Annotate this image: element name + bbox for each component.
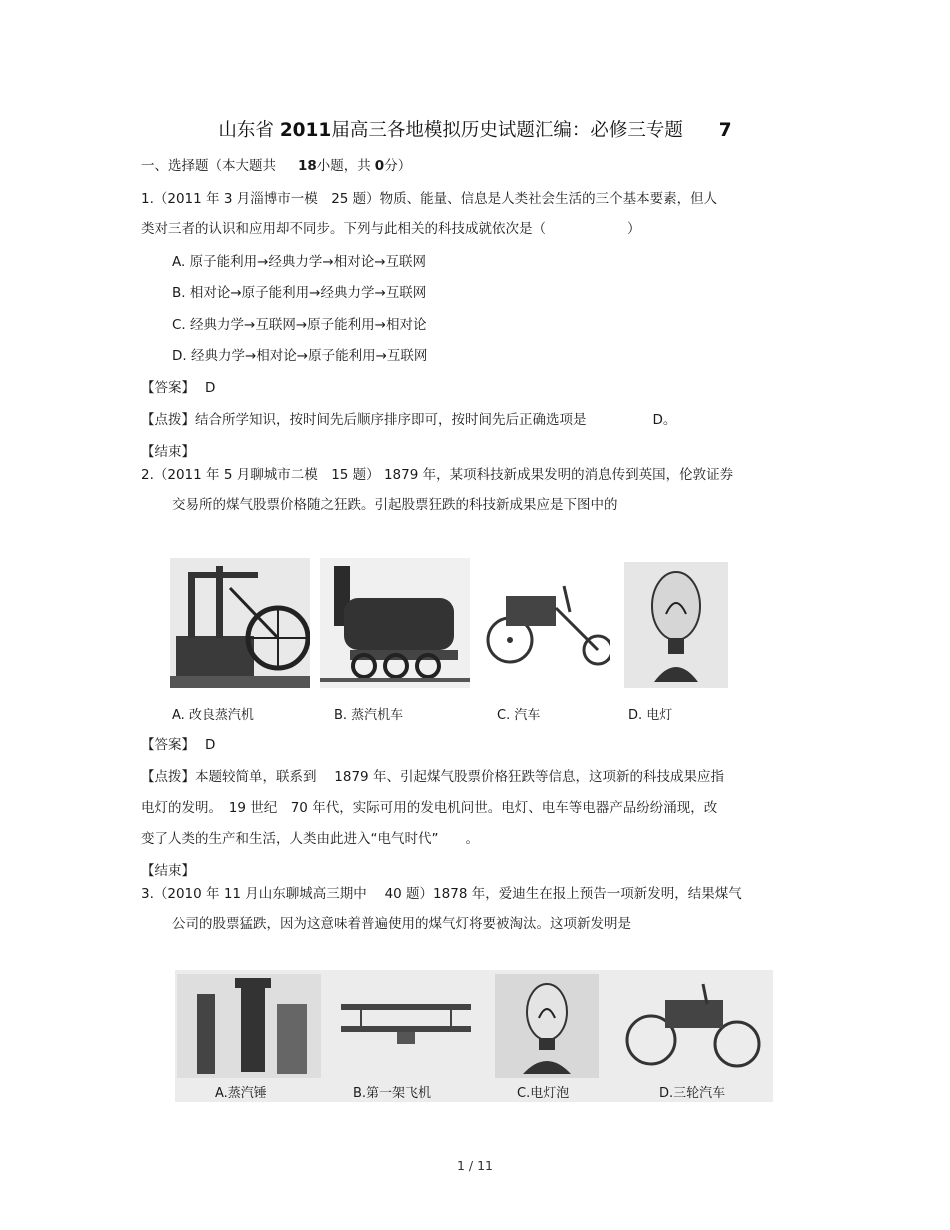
steam-hammer-image bbox=[177, 974, 321, 1078]
q3-stem-line-2: 公司的股票猛跌，因为这意味着普遍使用的煤气灯将要被淘汰。这项新发明是 bbox=[172, 916, 631, 932]
q2-answer: 【答案】 D bbox=[141, 737, 216, 753]
steam-locomotive-image bbox=[320, 558, 470, 688]
section-heading: 一、选择题（本大题共 18小题，共 0分） bbox=[141, 158, 412, 174]
q1-hint: 【点拨】结合所学知识，按时间先后顺序排序即可，按时间先后正确选项是 D。 bbox=[141, 412, 677, 428]
q2-hint-line-3: 变了人类的生产和生活，人类由此进入“电气时代” 。 bbox=[141, 831, 479, 847]
q2-figure bbox=[170, 558, 728, 690]
q2-hint-line-1: 【点拨】本题较简单，联系到 1879 年、引起煤气股票价格狂跌等信息，这项新的科技成果应指 bbox=[141, 769, 724, 785]
electric-lamp-image bbox=[624, 562, 728, 688]
document-title: 山东省 2011届高三各地模拟历史试题汇编：必修三专题 7 bbox=[218, 120, 732, 141]
automobile-image bbox=[484, 558, 610, 688]
q1-stem-line-2: 类对三者的认识和应用却不同步。下列与此相关的科技成就依次是（ ） bbox=[141, 221, 641, 237]
q2-stem-line-2: 交易所的煤气股票价格随之狂跌。引起股票狂跌的科技新成果应是下图中的 bbox=[172, 497, 618, 513]
q2-caption-d: D. 电灯 bbox=[628, 708, 673, 723]
q2-caption-c: C. 汽车 bbox=[497, 708, 541, 723]
q1-option-a: A. 原子能利用→经典力学→相对论→互联网 bbox=[172, 254, 427, 270]
q1-option-d: D. 经典力学→相对论→原子能利用→互联网 bbox=[172, 348, 428, 364]
steam-engine-image bbox=[170, 558, 310, 688]
light-bulb-image bbox=[495, 974, 599, 1078]
q2-end: 【结束】 bbox=[141, 863, 195, 879]
q1-stem-line-1: 1.（2011 年 3 月淄博市一模 25 题）物质、能量、信息是人类社会生活的三个基本要素，但人 bbox=[141, 191, 718, 207]
airplane-image bbox=[331, 974, 481, 1078]
q3-caption-a: A.蒸汽锤 bbox=[215, 1086, 267, 1101]
q1-option-b: B. 相对论→原子能利用→经典力学→互联网 bbox=[172, 285, 427, 301]
q3-caption-d: D.三轮汽车 bbox=[659, 1086, 726, 1101]
q3-figure bbox=[175, 970, 773, 1102]
q2-hint-line-2: 电灯的发明。 19 世纪 70 年代，实际可用的发电机问世。电灯、电车等电器产品纷纷涌现，改 bbox=[141, 800, 718, 816]
q3-caption-b: B.第一架飞机 bbox=[353, 1086, 432, 1101]
q2-caption-b: B. 蒸汽机车 bbox=[334, 708, 404, 723]
q1-end: 【结束】 bbox=[141, 444, 195, 460]
page-number: 1 / 11 bbox=[456, 1158, 494, 1173]
q1-option-c: C. 经典力学→互联网→原子能利用→相对论 bbox=[172, 317, 427, 333]
q3-stem-line-1: 3.（2010 年 11 月山东聊城高三期中 40 题）1878 年，爱迪生在报上预告一项新发明，结果煤气 bbox=[141, 886, 742, 902]
q2-caption-a: A. 改良蒸汽机 bbox=[172, 708, 254, 723]
q1-answer: 【答案】 D bbox=[141, 380, 216, 396]
three-wheel-car-image bbox=[617, 974, 771, 1078]
q2-stem-line-1: 2.（2011 年 5 月聊城市二模 15 题） 1879 年，某项科技新成果发明的消息传到英国，伦敦证券 bbox=[141, 467, 734, 483]
q3-caption-c: C.电灯泡 bbox=[517, 1086, 570, 1101]
